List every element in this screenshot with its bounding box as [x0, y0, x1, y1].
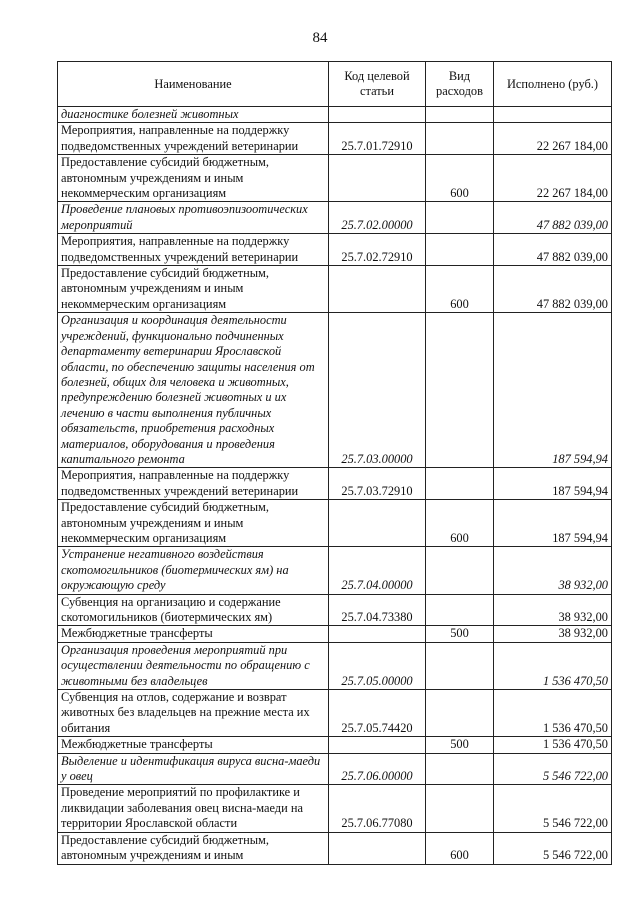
row-type — [426, 107, 494, 123]
row-type: 600 — [426, 155, 494, 202]
row-code — [329, 500, 426, 547]
row-code: 25.7.03.72910 — [329, 468, 426, 500]
header-executed: Исполнено (руб.) — [494, 62, 612, 107]
table-row — [58, 785, 612, 832]
row-code: 25.7.04.00000 — [329, 547, 426, 594]
row-type — [426, 123, 494, 155]
table-row — [58, 594, 612, 626]
row-executed: 5 546 722,00 — [494, 785, 612, 832]
row-type — [426, 468, 494, 500]
row-executed: 1 536 470,50 — [494, 690, 612, 737]
row-code — [329, 266, 426, 313]
row-executed: 38 932,00 — [494, 547, 612, 594]
row-executed: 187 594,94 — [494, 500, 612, 547]
table-body — [58, 107, 612, 865]
row-name: Устранение негативного воздействия скотомогильников (биотермических ям) на окружающую среду — [58, 547, 329, 594]
row-code: 25.7.03.00000 — [329, 313, 426, 468]
row-executed: 187 594,94 — [494, 468, 612, 500]
row-name: Проведение мероприятий по профилактике и ликвидации заболевания овец висна-маеди на территории Ярославской области — [58, 785, 329, 832]
row-name: Выделение и идентификация вируса висна-маеди у овец — [58, 753, 329, 785]
row-code: 25.7.01.72910 — [329, 123, 426, 155]
table-row — [58, 832, 612, 864]
table-row — [58, 690, 612, 737]
row-executed: 47 882 039,00 — [494, 266, 612, 313]
row-name: Мероприятия, направленные на поддержку подведомственных учреждений ветеринарии — [58, 123, 329, 155]
row-name: Предоставление субсидий бюджетным, автономным учреждениям и иным некоммерческим организациям — [58, 266, 329, 313]
row-executed: 47 882 039,00 — [494, 202, 612, 234]
row-name: Проведение плановых противоэпизоотических мероприятий — [58, 202, 329, 234]
row-name: Мероприятия, направленные на поддержку подведомственных учреждений ветеринарии — [58, 468, 329, 500]
row-executed: 187 594,94 — [494, 313, 612, 468]
table-row — [58, 753, 612, 785]
budget-execution-table — [57, 61, 612, 865]
row-type — [426, 594, 494, 626]
row-code — [329, 626, 426, 642]
row-type: 600 — [426, 500, 494, 547]
table-row — [58, 155, 612, 202]
table-row — [58, 642, 612, 689]
row-type — [426, 642, 494, 689]
header-name: Наименование — [58, 62, 329, 107]
row-code — [329, 155, 426, 202]
row-executed: 38 932,00 — [494, 594, 612, 626]
row-code: 25.7.06.77080 — [329, 785, 426, 832]
row-name: Межбюджетные трансферты — [58, 737, 329, 753]
table-header-row — [58, 62, 612, 107]
row-name: Предоставление субсидий бюджетным, автономным учреждениям и иным некоммерческим организациям — [58, 155, 329, 202]
row-name: Мероприятия, направленные на поддержку подведомственных учреждений ветеринарии — [58, 234, 329, 266]
row-executed: 22 267 184,00 — [494, 155, 612, 202]
table-row — [58, 123, 612, 155]
row-type: 500 — [426, 737, 494, 753]
row-code: 25.7.05.00000 — [329, 642, 426, 689]
row-name: Предоставление субсидий бюджетным, автономным учреждениям и иным некоммерческим организациям — [58, 500, 329, 547]
row-type — [426, 753, 494, 785]
row-code — [329, 832, 426, 864]
table-row — [58, 626, 612, 642]
row-code: 25.7.06.00000 — [329, 753, 426, 785]
row-executed — [494, 107, 612, 123]
row-name: диагностике болезней животных — [58, 107, 329, 123]
row-executed: 5 546 722,00 — [494, 753, 612, 785]
row-code: 25.7.02.72910 — [329, 234, 426, 266]
row-code: 25.7.04.73380 — [329, 594, 426, 626]
header-code: Код целевой статьи — [329, 62, 426, 107]
row-code — [329, 737, 426, 753]
row-executed: 22 267 184,00 — [494, 123, 612, 155]
row-type — [426, 234, 494, 266]
table-row — [58, 266, 612, 313]
table-row — [58, 202, 612, 234]
header-type: Вид расходов — [426, 62, 494, 107]
table-row — [58, 313, 612, 468]
row-type — [426, 690, 494, 737]
row-name: Предоставление субсидий бюджетным, автономным учреждениям и иным — [58, 832, 329, 864]
row-executed: 1 536 470,50 — [494, 737, 612, 753]
row-type: 500 — [426, 626, 494, 642]
row-type — [426, 313, 494, 468]
table-row — [58, 547, 612, 594]
table-row — [58, 234, 612, 266]
row-name: Межбюджетные трансферты — [58, 626, 329, 642]
row-name: Субвенция на организацию и содержание скотомогильников (биотермических ям) — [58, 594, 329, 626]
table-row — [58, 107, 612, 123]
row-type — [426, 202, 494, 234]
row-type: 600 — [426, 832, 494, 864]
row-type — [426, 785, 494, 832]
row-executed: 5 546 722,00 — [494, 832, 612, 864]
row-type: 600 — [426, 266, 494, 313]
row-code — [329, 107, 426, 123]
row-name: Организация и координация деятельности учреждений, функционально подчиненных департаменту ветеринарии Ярославской области, по обеспечению защиты населения от болезней, общих для человека и животных, предупреждению болезней животных и их лечению в части выполнения публичных обязательств, приобретения расходных материалов, оборудования и проведения капитального ремонта — [58, 313, 329, 468]
row-executed: 38 932,00 — [494, 626, 612, 642]
table-row — [58, 500, 612, 547]
row-name: Субвенция на отлов, содержание и возврат животных без владельцев на прежние места их обитания — [58, 690, 329, 737]
row-executed: 1 536 470,50 — [494, 642, 612, 689]
row-type — [426, 547, 494, 594]
row-code: 25.7.05.74420 — [329, 690, 426, 737]
row-name: Организация проведения мероприятий при осуществлении деятельности по обращению с животными без владельцев — [58, 642, 329, 689]
row-executed: 47 882 039,00 — [494, 234, 612, 266]
table-row — [58, 737, 612, 753]
page-number: 84 — [312, 30, 328, 46]
table-row — [58, 468, 612, 500]
row-code: 25.7.02.00000 — [329, 202, 426, 234]
